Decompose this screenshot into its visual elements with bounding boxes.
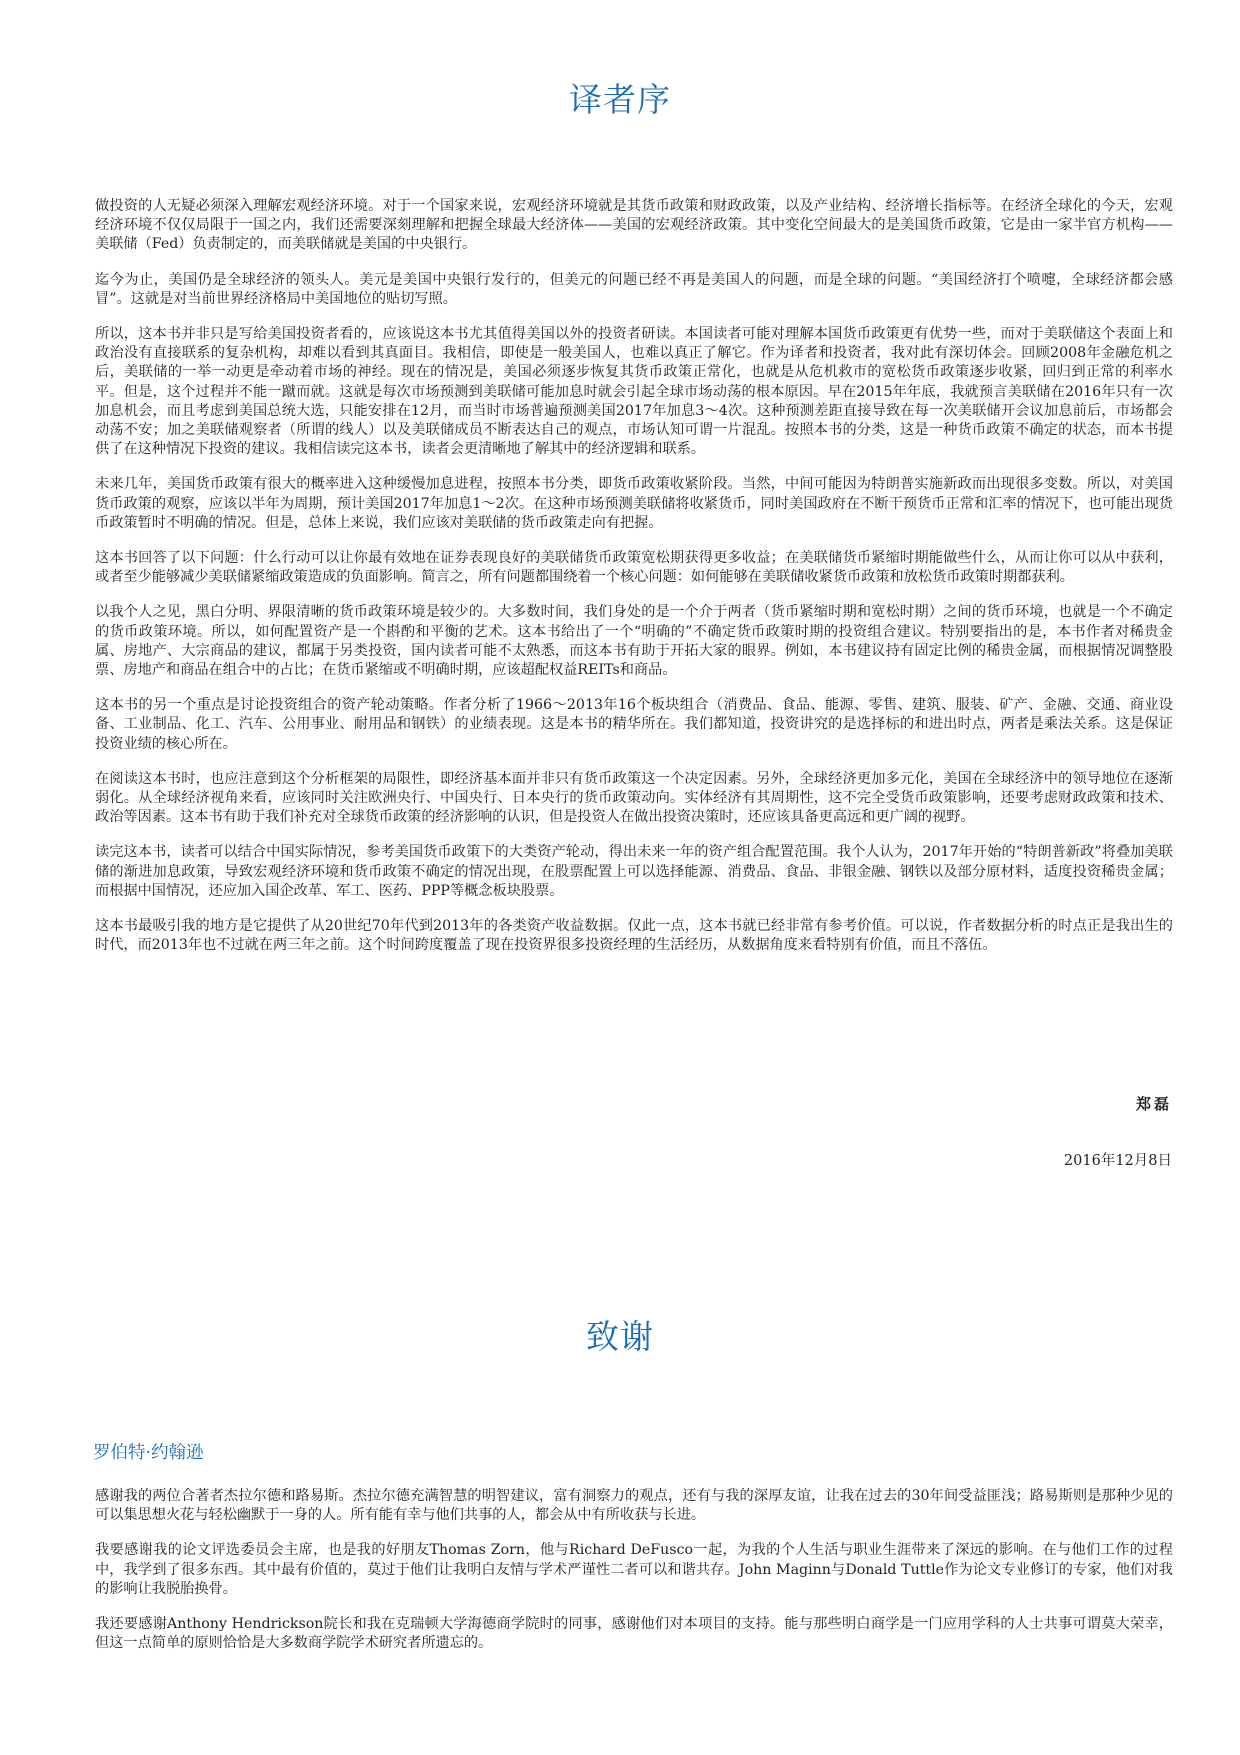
acknowledgments-body xyxy=(95,1487,1173,1669)
translator-signature: 郑磊 xyxy=(1135,1095,1172,1113)
preface-paragraph: 这本书最吸引我的地方是它提供了从20世纪70年代到2013年的各类资产收益数据。仅此一点，这本书就已经非常有参考价值。可以说，作者数据分析的时点正是我出生的时代，而2013年也不过就在两三年之前。这个时间跨度覆盖了现在投资界很多投资经理的生活经历，从数据角度来看特别有价值，而且不落伍。 xyxy=(95,918,1173,954)
preface-paragraph: 未来几年，美国货币政策有很大的概率进入这种缓慢加息进程，按照本书分类，即货币政策收紧阶段。当然，中间可能因为特朗普实施新政而出现很多变数。所以，对美国货币政策的观察，应该以半年为周期，预计美国2017年加息1～2次。在这种市场预测美联储将收紧货币，同时美国政府在不断干预货币正常和汇率的情况下，也可能出现货币政策暂时不明确的情况。但是，总体上来说，我们应该对美联储的货币政策走向有把握。 xyxy=(95,476,1173,531)
acknowledgments-paragraph: 我要感谢我的论文评选委员会主席，也是我的好朋友Thomas Zorn，他与Richard DeFusco一起，为我的个人生活与职业生涯带来了深远的影响。在与他们工作的过程中，我学到了很多东西。其中最有价值的，莫过于他们让我明白友情与学术严谨性二者可以和谐共存。John Maginn与Donald Tuttle作为论文专业修订的专家，他们对我的影响让我脱胎换骨。 xyxy=(95,1542,1173,1597)
acknowledgments-title: 致谢 xyxy=(586,1317,654,1356)
preface-paragraph: 所以，这本书并非只是写给美国投资者看的，应该说这本书尤其值得美国以外的投资者研读。本国读者可能对理解本国货币政策更有优势一些，而对于美联储这个表面上和政治没有直接联系的复杂机构，却难以看到其真面目。我相信，即使是一般美国人，也难以真正了解它。作为译者和投资者，我对此有深切体会。回顾2008年金融危机之后，美联储的一举一动更是牵动着市场的神经。现在的情况是，美国必须逐步恢复其货币政策正常化，也就是从危机救市的宽松货币政策逐步收紧，回归到正常的利率水平。但是，这个过程并不能一蹴而就。这就是每次市场预测到美联储可能加息时就会引起全球市场动荡的根本原因。早在2015年年底，我就预言美联储在2016年只有一次加息机会，而且考虑到美国总统大选，只能安排在12月，而当时市场普遍预测美国2017年加息3～4次。这种预测差距直接导致在每一次美联储开会议加息前后，市场都会动荡不安；加之美联储观察者（所谓的线人）以及美联储成员不断表达自己的观点，市场认知可谓一片混乱。按照本书的分类，这是一种货币政策不确定的状态，而本书提供了在这种情况下投资的建议。我相信读完这本书，读者会更清晰地了解其中的经济逻辑和联系。 xyxy=(95,326,1173,458)
preface-paragraph: 这本书回答了以下问题：什么行动可以让你最有效地在证券表现良好的美联储货币政策宽松期获得更多收益；在美联储货币紧缩时期能做些什么，从而让你可以从中获利，或者至少能够减少美联储紧缩政策造成的负面影响。简言之，所有问题都围绕着一个核心问题：如何能够在美联储收紧货币政策和放松货币政策时期都获利。 xyxy=(95,550,1173,586)
preface-date: 2016年12月8日 xyxy=(1063,1153,1172,1169)
acknowledgments-paragraph: 感谢我的两位合著者杰拉尔德和路易斯。杰拉尔德充满智慧的明智建议，富有洞察力的观点，还有与我的深厚友谊，让我在过去的30年间受益匪浅；路易斯则是那种少见的可以集思想火花与轻松幽默于一身的人。所有能有幸与他们共事的人，都会从中有所收获与长进。 xyxy=(95,1488,1173,1524)
preface-paragraph: 这本书的另一个重点是讨论投资组合的资产轮动策略。作者分析了1966～2013年16个板块组合（消费品、食品、能源、零售、建筑、服装、矿产、金融、交通、商业设备、工业制品、化工、汽车、公用事业、耐用品和钢铁）的业绩表现。这是本书的精华所在。我们都知道，投资讲究的是选择标的和进出时点，两者是乘法关系。这是保证投资业绩的核心所在。 xyxy=(95,697,1173,752)
preface-paragraph: 以我个人之见，黑白分明、界限清晰的货币政策环境是较少的。大多数时间，我们身处的是一个介于两者（货币紧缩时期和宽松时期）之间的货币环境，也就是一个不确定的货币政策环境。所以，如何配置资产是一个斟酌和平衡的艺术。这本书给出了一个“明确的”不确定货币政策时期的投资组合建议。特别要指出的是，本书作者对稀贵金属、房地产、大宗商品的建议，都属于另类投资，国内读者可能不太熟悉，而这本书有助于开拓大家的眼界。例如，本书建议持有固定比例的稀贵金属，而根据情况调整股票、房地产和商品在组合中的占比；在货币紧缩或不明确时期，应该超配权益REITs和商品。 xyxy=(95,604,1173,679)
acknowledgments-paragraph: 我还要感谢Anthony Hendrickson院长和我在克瑞顿大学海德商学院时的同事，感谢他们对本项目的支持。能与那些明白商学是一门应用学科的人士共事可谓莫大荣幸，但这一点简单的原则恰恰是大多数商学院学术研究者所遗忘的。 xyxy=(95,1616,1173,1652)
acknowledgments-author-heading: 罗伯特·约翰逊 xyxy=(93,1443,204,1463)
preface-paragraph: 迄今为止，美国仍是全球经济的领头人。美元是美国中央银行发行的，但美元的问题已经不再是美国人的问题，而是全球的问题。“美国经济打个喷嚏，全球经济都会感冒”。这就是对当前世界经济格局中美国地位的贴切写照。 xyxy=(95,271,1173,307)
preface-body xyxy=(95,197,1173,972)
preface-title: 译者序 xyxy=(569,80,671,119)
preface-paragraph: 做投资的人无疑必须深入理解宏观经济环境。对于一个国家来说，宏观经济环境就是其货币政策和财政政策，以及产业结构、经济增长指标等。在经济全球化的今天，宏观经济环境不仅仅局限于一国之内，我们还需要深刻理解和把握全球最大经济体——美国的宏观经济政策。其中变化空间最大的是美国货币政策，它是由一家半官方机构——美联储（Fed）负责制定的，而美联储就是美国的中央银行。 xyxy=(95,198,1173,253)
preface-paragraph: 读完这本书，读者可以结合中国实际情况，参考美国货币政策下的大类资产轮动，得出未来一年的资产组合配置范围。我个人认为，2017年开始的“特朗普新政”将叠加美联储的渐进加息政策，导致宏观经济环境和货币政策不确定的情况出现，在股票配置上可以选择能源、消费品、食品、非银金融、钢铁以及部分原材料，适度投资稀贵金属；而根据中国情况，还应加入国企改革、军工、医药、PPP等概念板块股票。 xyxy=(95,844,1173,899)
preface-paragraph: 在阅读这本书时，也应注意到这个分析框架的局限性，即经济基本面并非只有货币政策这一个决定因素。另外，全球经济更加多元化，美国在全球经济中的领导地位在逐渐弱化。从全球经济视角来看，应该同时关注欧洲央行、中国央行、日本央行的货币政策动向。实体经济有其周期性，这不完全受货币政策影响，还要考虑财政政策和技术、政治等因素。这本书有助于我们补充对全球货币政策的经济影响的认识，但是投资人在做出投资决策时，还应该具备更高远和更广阔的视野。 xyxy=(95,770,1173,826)
